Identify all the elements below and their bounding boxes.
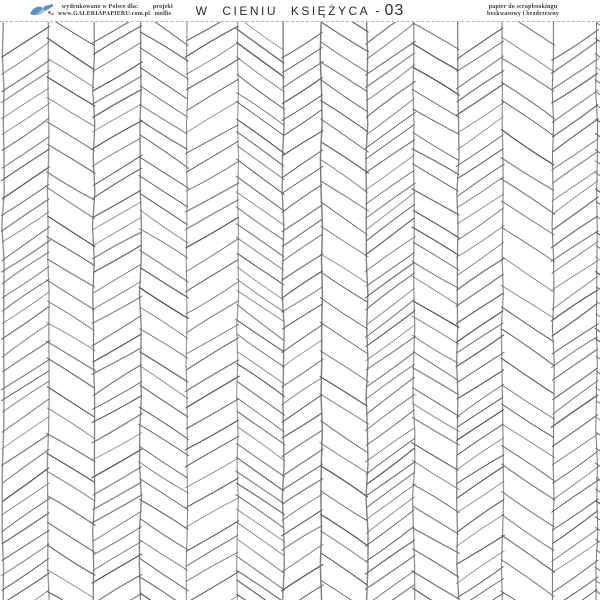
paper-info-line1: papier do scrapbookingu bbox=[488, 4, 558, 10]
pattern-area bbox=[0, 22, 600, 600]
galeria-papieru-logo-icon bbox=[29, 2, 56, 18]
header bbox=[0, 0, 600, 21]
flower-dot-3 bbox=[51, 4, 53, 6]
title-separator: - bbox=[375, 3, 380, 18]
page-title bbox=[150, 0, 450, 21]
flower-dot-1 bbox=[48, 11, 51, 14]
print-info bbox=[58, 4, 151, 18]
print-info-line2: www.GALERIAPAPIERU.com.pl bbox=[58, 11, 151, 17]
paper-info-line2: bezkwasowy i bezdrzewny bbox=[487, 11, 559, 17]
flower-dot-2 bbox=[51, 13, 53, 15]
print-info-line1: wydrukowano w Polsce dla: bbox=[61, 4, 139, 10]
sheet-number: 03 bbox=[384, 2, 405, 19]
project-credit-line1: projekt bbox=[152, 4, 174, 10]
herringbone-pattern bbox=[0, 22, 600, 600]
paper-info bbox=[464, 4, 582, 18]
project-credit-line2: mollis bbox=[154, 11, 172, 17]
collection-name: W CIENIU KSIĘŻYCA bbox=[195, 4, 371, 18]
